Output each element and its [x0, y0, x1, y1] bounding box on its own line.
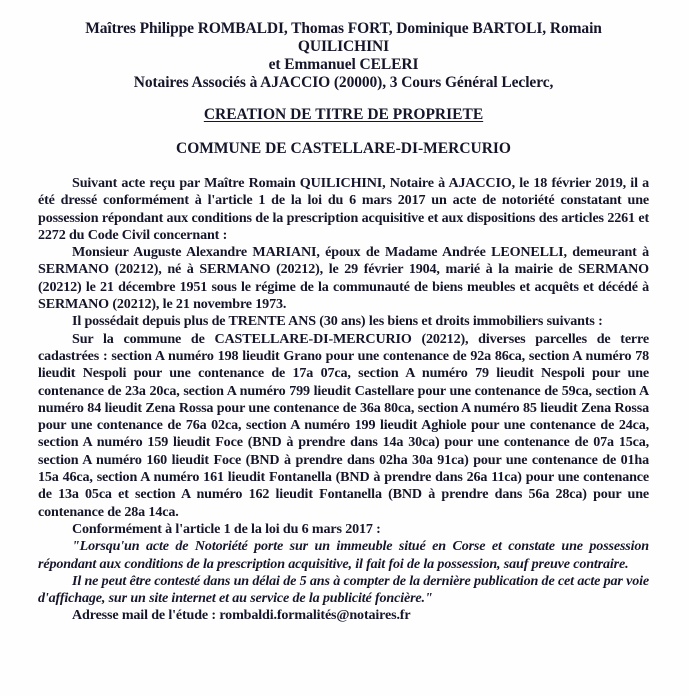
notary-office-header — [38, 20, 649, 92]
paragraph: Suivant acte reçu par Maître Romain QUILICHINI, Notaire à AJACCIO, le 18 février 2019, il a été dressé conformément à l'article 1 de la loi du 6 mars 2017 un acte de notoriété constatant une possession répondant aux conditions de la prescription acquisitive et aux dispositions des articles 2261 et 2272 du Code Civil concernant : — [38, 175, 649, 243]
notary-names-line1: Maîtres Philippe ROMBALDI, Thomas FORT, Dominique BARTOLI, Romain QUILICHINI — [85, 20, 602, 55]
paragraph: Il possédait depuis plus de TRENTE ANS (30 ans) les biens et droits immobiliers suivants : — [72, 313, 603, 330]
document-title: CREATION DE TITRE DE PROPRIETE — [203, 106, 484, 123]
paragraph: Adresse mail de l'étude : rombaldi.formalités@notaires.fr — [72, 607, 411, 624]
document-body — [38, 175, 649, 625]
document-title-row — [38, 106, 649, 124]
paragraph: Conformément à l'article 1 de la loi du 6 mars 2017 : — [72, 520, 381, 537]
notary-address-line: Notaires Associés à AJACCIO (20000), 3 Cours Général Leclerc, — [133, 74, 554, 91]
paragraph: Sur la commune de CASTELLARE-DI-MERCURIO (20212), diverses parcelles de terre cadastrées : section A numéro 198 lieudit Grano pour une contenance de 92a 86ca, section A numéro 78 lieudit Nespoli pour une contenance de 17a 07ca, section A numéro 79 lieudit Nespoli pour une contenance de 23a 20ca, section A numéro 799 lieudit Castellare pour une contenance de 59ca, section A numéro 84 lieudit Zena Rossa pour une contenance de 36a 80ca, section A numéro 85 lieudit Zena Rossa pour une contenance de 76a 02ca, section A numéro 199 lieudit Aghiole pour une contenance de 24ca, section A numéro 159 lieudit Foce (BND à prendre dans 14a 30ca) pour une contenance de 07a 15ca, section A numéro 160 lieudit Foce (BND à prendre dans 02ha 30a 91ca) pour une contenance de 01ha 15a 46ca, section A numéro 161 lieudit Fontanella (BND à prendre dans 26a 11ca) pour une contenance de 13a 05ca et section A numéro 162 lieudit Fontanella (BND à prendre dans 56a 28ca) pour une contenance de 28a 14ca. — [38, 330, 649, 520]
paragraph: Il ne peut être contesté dans un délai de 5 ans à compter de la dernière publication de cet acte par voie d'affichage, sur un site internet et au service de la publicité foncière." — [38, 572, 649, 607]
notary-names-line2: et Emmanuel CELERI — [268, 56, 419, 73]
commune-subtitle: COMMUNE DE CASTELLARE-DI-MERCURIO — [176, 140, 511, 157]
paragraph: "Lorsqu'un acte de Notoriété porte sur un immeuble situé en Corse et constate une possession répondant aux conditions de la prescription acquisitive, il fait foi de la possession, sauf preuve contraire. — [38, 538, 649, 572]
paragraph: Monsieur Auguste Alexandre MARIANI, époux de Madame Andrée LEONELLI, demeurant à SERMANO (20212), né à SERMANO (20212), le 29 février 1904, marié à la mairie de SERMANO (20212) le 21 décembre 1951 sous le régime de la communauté de biens meubles et acquêts et décédé à SERMANO (20212), le 21 novembre 1973. — [38, 244, 649, 313]
